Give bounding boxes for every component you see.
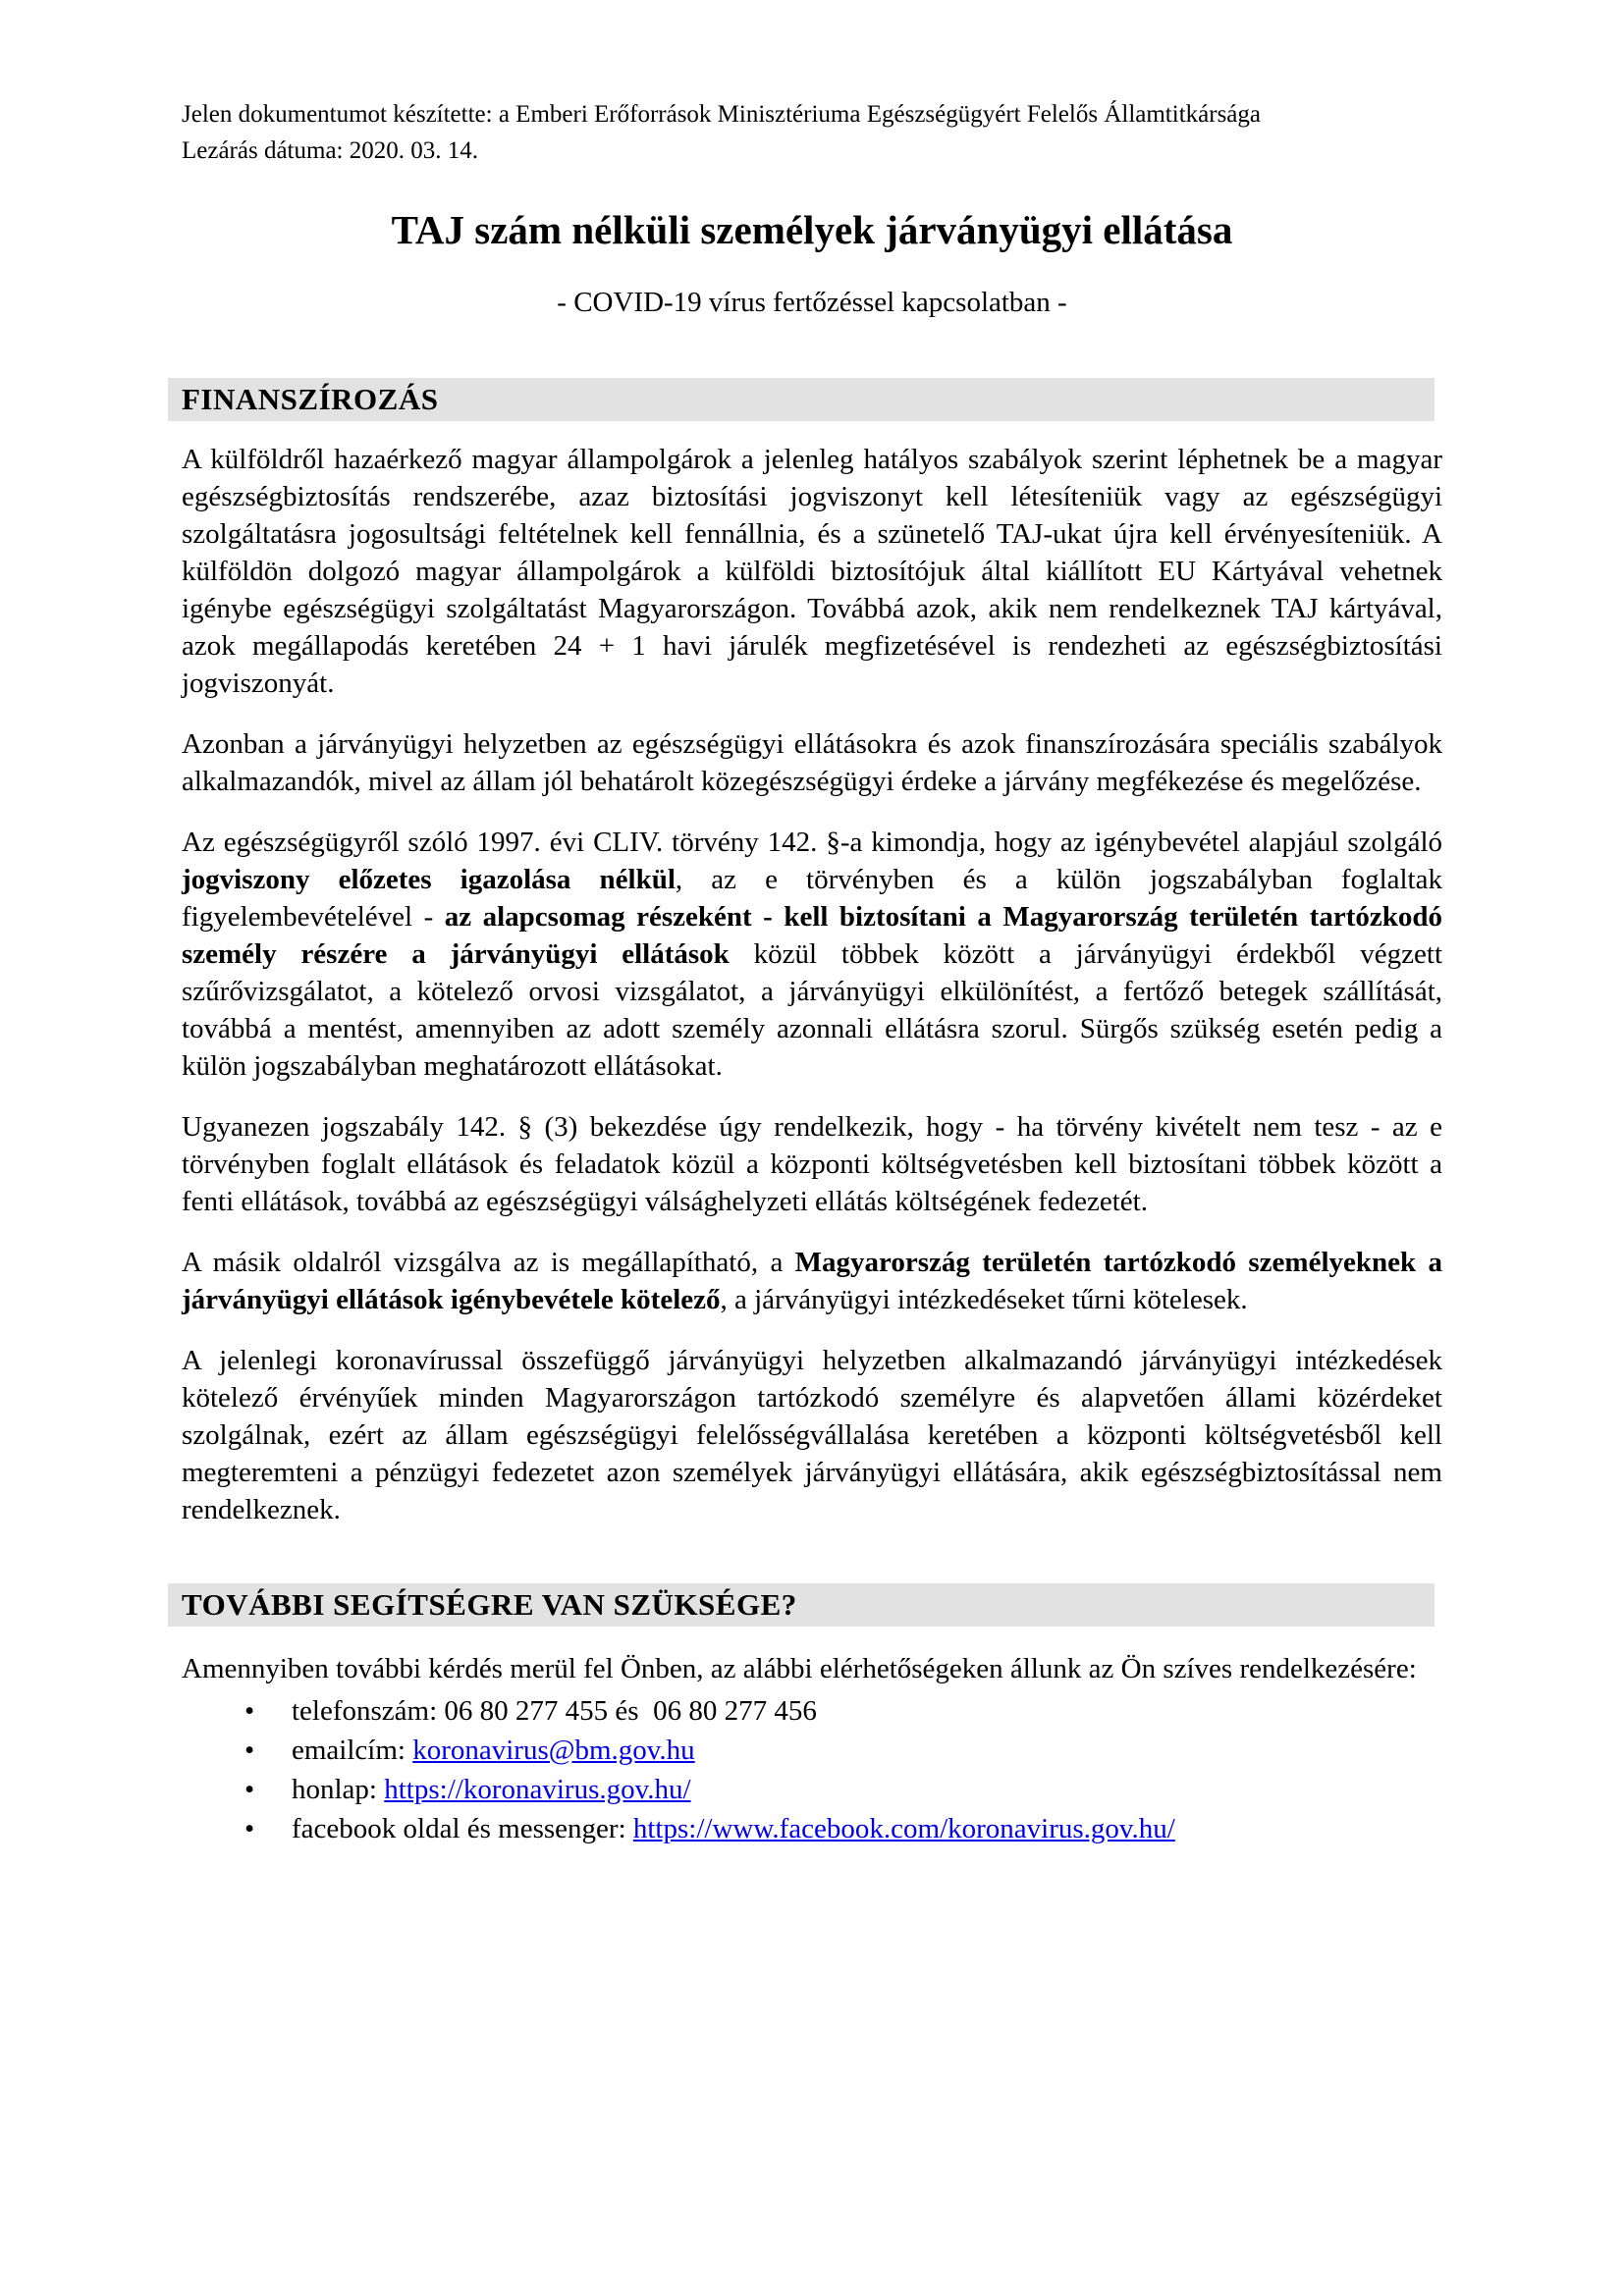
text-segment: Ugyanezen jogszabály 142. § (3) bekezdése úgy rendelkezik, hogy - ha törvény kivételt nem tesz - az e törvényben foglalt ellátások és feladatok közül a központi költségvetésben kell biztosítani többek között a fenti ellátások, továbbá az egészségügyi válsághelyzeti ellátás költségének fedezetét. — [182, 1111, 1442, 1217]
contact-label: telefonszám: — [292, 1695, 445, 1727]
header-line-date: Lezárás dátuma: 2020. 03. 14. — [182, 137, 478, 164]
section-body-financing — [182, 441, 1442, 1528]
body-paragraph — [182, 441, 1442, 702]
contact-link[interactable]: https://www.facebook.com/koronavirus.gov.hu/ — [632, 1813, 1175, 1844]
body-paragraph — [182, 824, 1442, 1085]
contact-value: 06 80 277 455 és 06 80 277 456 — [444, 1695, 817, 1727]
header-line-author: Jelen dokumentumot készítette: a Emberi Erőforrások Minisztériuma Egészségügyért Felelős Államtitkársága — [182, 101, 1261, 128]
body-paragraph — [182, 1244, 1442, 1318]
text-segment: A külföldről hazaérkező magyar állampolgárok a jelenleg hatályos szabályok szerint léphetnek be a magyar egészségbiztosítás rendszerébe, azaz biztosítási jogviszonyt kell létesíteniük vagy az egészségügyi szolgáltatásra jogosultsági feltételnek kell fennállnia, és a szünetelő TAJ-ukat újra kell érvényesíteniük. A külföldön dolgozó magyar állampolgárok a külföldi biztosítójuk által kiállított EU Kártyával vehetnek igénybe egészségügyi szolgáltatást Magyarországon. Továbbá azok, akik nem rendelkeznek TAJ kártyával, azok megállapodás keretében 24 + 1 havi járulék megfizetésével is rendezheti az egészségbiztosítási jogviszonyát. — [182, 444, 1442, 699]
contact-list-item — [182, 1809, 1442, 1848]
section-heading-financing: FINANSZÍROZÁS — [168, 378, 1435, 421]
contact-label: honlap: — [292, 1774, 385, 1805]
text-segment: A másik oldalról vizsgálva az is megállapítható, a — [182, 1247, 795, 1278]
bold-text-segment: Magyarország területén tartózkodó személyeknek a járványügyi ellátások igénybevétele kötelező — [182, 1247, 1442, 1315]
contact-list — [182, 1691, 1442, 1848]
document-content — [182, 96, 1442, 1848]
page-subtitle: - COVID-19 vírus fertőzéssel kapcsolatban - — [557, 287, 1067, 318]
text-segment: A jelenlegi koronavírussal összefüggő járványügyi helyzetben alkalmazandó járványügyi intézkedések kötelező érvényűek minden Magyarországon tartózkodó személyre és alapvetően állami közérdeket szolgálnak, ezért az állam egészségügyi felelősségvállalása keretében a központi költségvetésből kell megteremteni a pénzügyi fedezetet azon személyek járványügyi ellátására, akik egészségbiztosítással nem rendelkeznek. — [182, 1345, 1442, 1525]
help-intro-paragraph: Amennyiben további kérdés merül fel Önben, az alábbi elérhetőségeken állunk az Ön szíves rendelkezésére: — [182, 1653, 1417, 1684]
text-segment: , a járványügyi intézkedéseket tűrni kötelesek. — [720, 1284, 1248, 1315]
body-paragraph — [182, 1342, 1442, 1528]
text-segment: , az e törvényben és a külön jogszabályban foglaltak figyelembevételével - — [182, 864, 1442, 933]
bold-text-segment: jogviszony előzetes igazolása nélkül — [182, 864, 676, 895]
body-paragraph — [182, 725, 1442, 800]
text-segment: Azonban a járványügyi helyzetben az egészségügyi ellátásokra és azok finanszírozására speciális szabályok alkalmazandók, mivel az állam jól behatárolt közegészségügyi érdeke a járvány megfékezése és megelőzése. — [182, 728, 1442, 797]
contact-label: emailcím: — [292, 1735, 413, 1766]
body-paragraph — [182, 1108, 1442, 1220]
contact-list-item — [182, 1691, 1442, 1731]
contact-list-item — [182, 1731, 1442, 1770]
text-segment: közül többek között a járványügyi érdekből végzett szűrővizsgálatot, a kötelező orvosi vizsgálatot, a járványügyi elkülönítést, a fertőző betegek szállítását, továbbá a mentést, amennyiben az adott személy azonnali ellátásra szorul. Sürgős szükség esetén pedig a külön jogszabályban meghatározott ellátásokat. — [182, 938, 1442, 1082]
bold-text-segment: az alapcsomag részeként - kell biztosítani a Magyarország területén tartózkodó személy részére a járványügyi ellátások — [182, 901, 1442, 970]
text-segment: Az egészségügyről szóló 1997. évi CLIV. törvény 142. §-a kimondja, hogy az igénybevétel alapjául szolgáló — [182, 827, 1442, 858]
page-title: TAJ szám nélküli személyek járványügyi ellátása — [391, 207, 1233, 252]
section-heading-further-help: TOVÁBBI SEGÍTSÉGRE VAN SZÜKSÉGE? — [168, 1583, 1435, 1627]
document-header — [182, 96, 1442, 169]
contact-list-item — [182, 1770, 1442, 1809]
contact-label: facebook oldal és messenger: — [292, 1813, 633, 1844]
contact-link[interactable]: koronavirus@bm.gov.hu — [412, 1735, 695, 1766]
contact-link[interactable]: https://koronavirus.gov.hu/ — [384, 1774, 691, 1805]
